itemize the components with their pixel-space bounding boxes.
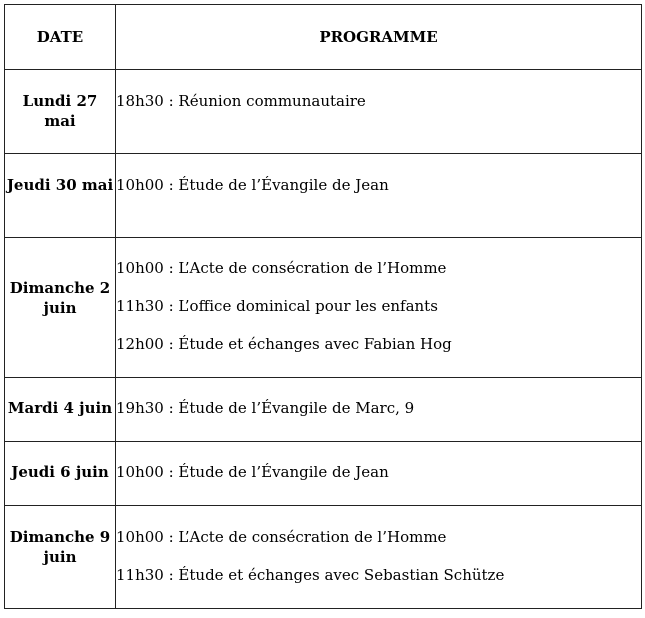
programme-cell: [116, 238, 642, 378]
table-row: [5, 154, 642, 238]
programme-cell: [116, 378, 642, 442]
header-programme: PROGRAMME: [116, 5, 642, 70]
date-cell: Jeudi 6 juin: [5, 442, 116, 506]
table-row: [5, 238, 642, 378]
programme-entry: 19h30 : Étude de l’Évangile de Marc, 9: [116, 399, 415, 417]
programme-entry: 18h30 : Réunion communautaire: [116, 92, 366, 110]
programme-entry: 10h00 : L’Acte de consécration de l’Homme: [116, 528, 447, 546]
table-row: [5, 442, 642, 506]
table-row: [5, 378, 642, 442]
programme-entry: 11h30 : Étude et échanges avec Sebastian Schütze: [116, 566, 505, 584]
programme-entry: 10h00 : L’Acte de consécration de l’Homme: [116, 259, 447, 277]
programme-entry: 12h00 : Étude et échanges avec Fabian Hog: [116, 335, 452, 353]
schedule-table: [4, 4, 642, 609]
programme-cell: [116, 154, 642, 238]
table-row: [5, 70, 642, 154]
programme-cell: [116, 506, 642, 609]
programme-entry: 10h00 : Étude de l’Évangile de Jean: [116, 463, 389, 481]
header-date: DATE: [5, 5, 116, 70]
programme-entry: 10h00 : Étude de l’Évangile de Jean: [116, 176, 389, 194]
date-cell: Dimanche 9 juin: [5, 506, 116, 609]
programme-cell: [116, 442, 642, 506]
date-cell: Dimanche 2 juin: [5, 238, 116, 378]
date-cell: Mardi 4 juin: [5, 378, 116, 442]
programme-cell: [116, 70, 642, 154]
date-cell: Jeudi 30 mai: [5, 154, 116, 238]
date-cell: Lundi 27 mai: [5, 70, 116, 154]
programme-entry: 11h30 : L’office dominical pour les enfants: [116, 297, 438, 315]
header-row: [5, 5, 642, 70]
table-row: [5, 506, 642, 609]
